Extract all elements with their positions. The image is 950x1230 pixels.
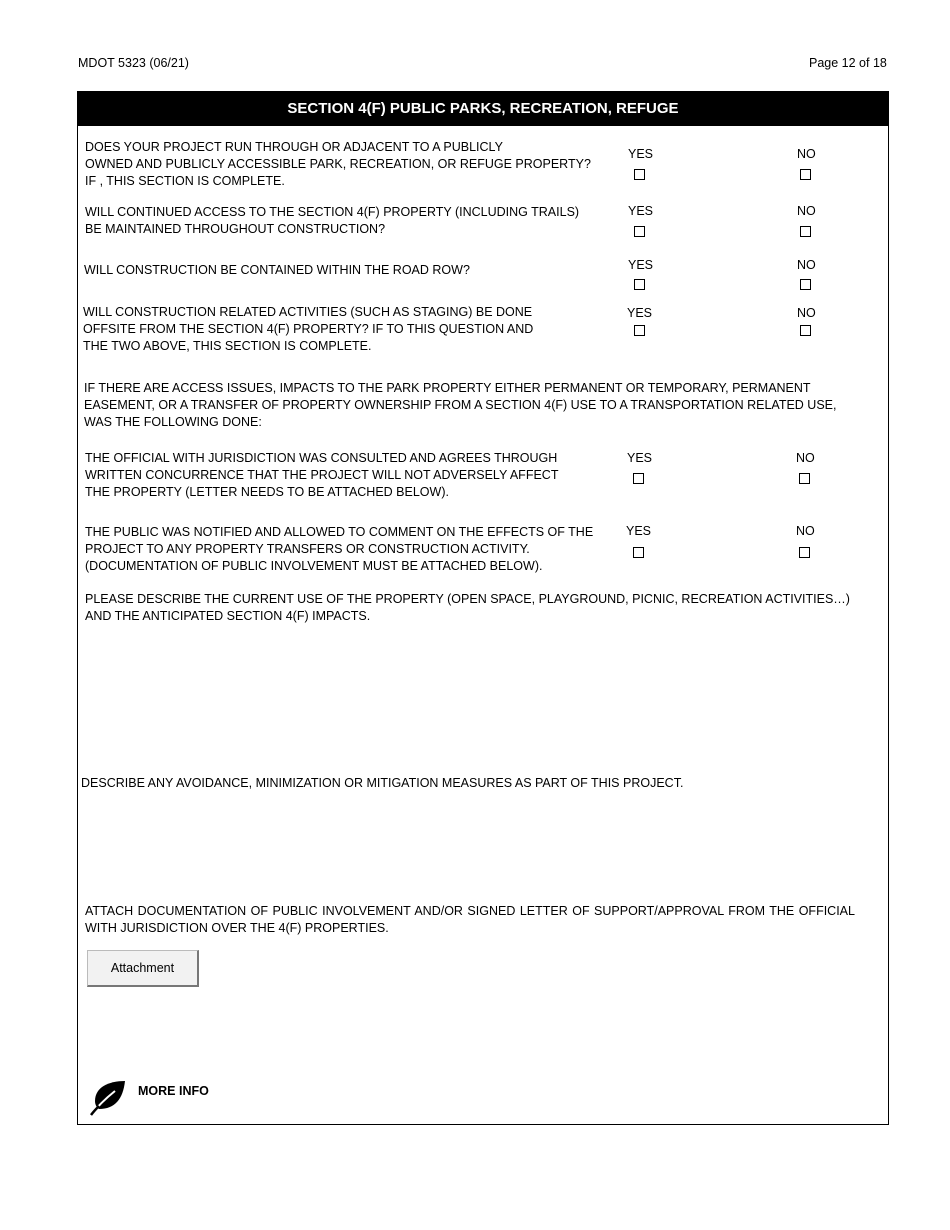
q5-yes-label: YES bbox=[627, 451, 653, 465]
leaf-icon[interactable] bbox=[89, 1079, 127, 1117]
q1-yes-checkbox[interactable] bbox=[634, 169, 645, 180]
more-info-link[interactable]: MORE INFO bbox=[138, 1084, 209, 1098]
q2-yes-label: YES bbox=[628, 204, 654, 218]
q4-yes-label: YES bbox=[627, 306, 653, 320]
q6-yes-label: YES bbox=[626, 524, 652, 538]
question-5: THE OFFICIAL WITH JURISDICTION WAS CONSULTED AND AGREES THROUGH WRITTEN CONCURRENCE THAT THE PROJECT WILL NOT ADVERSELY AFFECT THE PROPERTY (LETTER NEEDS TO BE ATTACHED BELOW). bbox=[85, 451, 559, 499]
q3-yes-label: YES bbox=[628, 258, 654, 272]
describe-avoidance-label: DESCRIBE ANY AVOIDANCE, MINIMIZATION OR MITIGATION MEASURES AS PART OF THIS PROJECT. bbox=[81, 776, 684, 790]
q4-no-checkbox[interactable] bbox=[800, 325, 811, 336]
q5-no-label: NO bbox=[796, 451, 815, 465]
q5-yes-checkbox[interactable] bbox=[633, 473, 644, 484]
page-number: Page 12 of 18 bbox=[809, 56, 887, 70]
q6-yes-checkbox[interactable] bbox=[633, 547, 644, 558]
q2-no-checkbox[interactable] bbox=[800, 226, 811, 237]
q2-yes-checkbox[interactable] bbox=[634, 226, 645, 237]
access-issues-paragraph: IF THERE ARE ACCESS ISSUES, IMPACTS TO THE PARK PROPERTY EITHER PERMANENT OR TEMPORARY, PERMANENT EASEMENT, OR A TRANSFER OF PROPERTY OWNERSHIP FROM A SECTION 4(F) USE TO A TRANSPORTATION RELATED USE, WAS THE FOLLOWING DONE: bbox=[84, 381, 837, 429]
question-2: WILL CONTINUED ACCESS TO THE SECTION 4(F) PROPERTY (INCLUDING TRAILS) BE MAINTAINED THROUGHOUT CONSTRUCTION? bbox=[85, 205, 580, 236]
q5-no-checkbox[interactable] bbox=[799, 473, 810, 484]
q1-yes-label: YES bbox=[628, 147, 654, 161]
attach-instructions: ATTACH DOCUMENTATION OF PUBLIC INVOLVEMENT AND/OR SIGNED LETTER OF SUPPORT/APPROVAL FROM THE OFFICIAL WITH JURISDICTION OVER THE 4(F) PROPERTIES. bbox=[85, 904, 855, 935]
section-title: SECTION 4(F) PUBLIC PARKS, RECREATION, REFUGE bbox=[78, 92, 888, 126]
form-id: MDOT 5323 (06/21) bbox=[78, 56, 189, 70]
q6-no-label: NO bbox=[796, 524, 815, 538]
attachment-button[interactable]: Attachment bbox=[87, 950, 199, 987]
q4-yes-checkbox[interactable] bbox=[634, 325, 645, 336]
q3-yes-checkbox[interactable] bbox=[634, 279, 645, 290]
section-4f-form bbox=[77, 91, 889, 1125]
question-1: DOES YOUR PROJECT RUN THROUGH OR ADJACENT TO A PUBLICLY OWNED AND PUBLICLY ACCESSIBLE PARK, RECREATION, OR REFUGE PROPERTY? IF , THIS SECTION IS COMPLETE. bbox=[85, 140, 591, 188]
q1-no-label: NO bbox=[797, 147, 816, 161]
q3-no-label: NO bbox=[797, 258, 816, 272]
describe-use-label: PLEASE DESCRIBE THE CURRENT USE OF THE PROPERTY (OPEN SPACE, PLAYGROUND, PICNIC, RECREATION ACTIVITIES…) AND THE ANTICIPATED SECTION 4(F) IMPACTS. bbox=[85, 592, 850, 623]
question-6: THE PUBLIC WAS NOTIFIED AND ALLOWED TO COMMENT ON THE EFFECTS OF THE PROJECT TO ANY PROPERTY TRANSFERS OR CONSTRUCTION ACTIVITY. (DOCUMENTATION OF PUBLIC INVOLVEMENT MUST BE ATTACHED BELOW). bbox=[85, 525, 594, 573]
question-4: WILL CONSTRUCTION RELATED ACTIVITIES (SUCH AS STAGING) BE DONE OFFSITE FROM THE SECTION 4(F) PROPERTY? IF TO THIS QUESTION AND THE TWO ABOVE, THIS SECTION IS COMPLETE. bbox=[83, 305, 534, 353]
q6-no-checkbox[interactable] bbox=[799, 547, 810, 558]
q2-no-label: NO bbox=[797, 204, 816, 218]
question-3: WILL CONSTRUCTION BE CONTAINED WITHIN THE ROAD ROW? bbox=[84, 263, 470, 277]
q4-no-label: NO bbox=[797, 306, 816, 320]
q1-no-checkbox[interactable] bbox=[800, 169, 811, 180]
q3-no-checkbox[interactable] bbox=[800, 279, 811, 290]
